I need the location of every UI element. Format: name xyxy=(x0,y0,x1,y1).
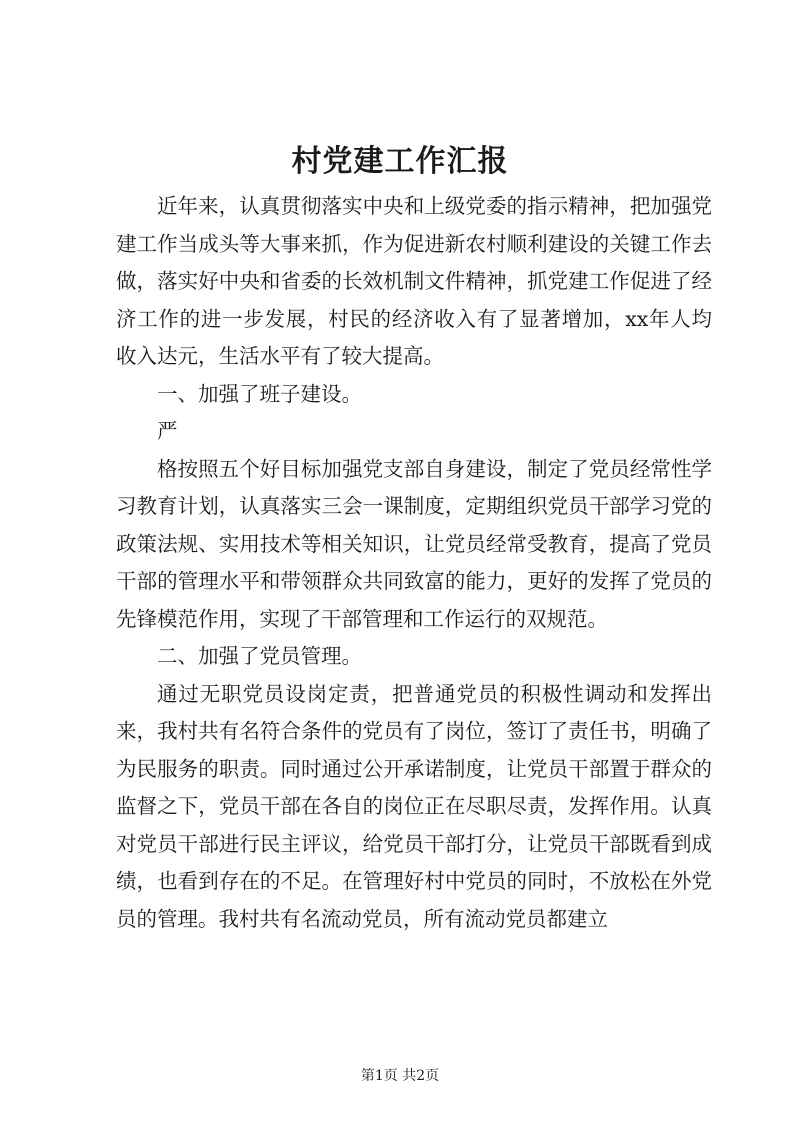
document-title: 村党建工作汇报 xyxy=(291,144,509,179)
paragraph-fragment: 严 xyxy=(157,419,178,443)
page-number-footer: 第1页 共2页 xyxy=(360,1068,440,1084)
paragraph-team-building: 格按照五个好目标加强党支部自身建设，制定了党员经常性学习教育计划，认真落实三会一课制度，定期组织党员干部学习党的政策法规、实用技术等相关知识，让党员经常受教育，提高了党员干部的管理水平和带领群众共同致富的能力，更好的发挥了党员的先锋模范作用，实现了干部管理和工作运行的双规范。 xyxy=(116,456,712,631)
section-heading-2: 二、加强了党员管理。 xyxy=(157,644,362,668)
paragraph-intro: 近年来，认真贯彻落实中央和上级党委的指示精神，把加强党建工作当成头等大事来抓，作为促进新农村顺利建设的关键工作去做，落实好中央和省委的长效机制文件精神，抓党建工作促进了经济工作的进一步发展，村民的经济收入有了显著增加，xx年人均收入达元，生活水平有了较大提高。 xyxy=(116,194,712,368)
paragraph-member-management: 通过无职党员设岗定责，把普通党员的积极性调动和发挥出来，我村共有名符合条件的党员有了岗位，签订了责任书，明确了为民服务的职责。同时通过公开承诺制度，让党员干部置于群众的监督之下，党员干部在各自的岗位正在尽职尽责，发挥作用。认真对党员干部进行民主评议，给党员干部打分，让党员干部既看到成绩，也看到存在的不足。在管理好村中党员的同时，不放松在外党员的管理。我村共有名流动党员，所有流动党员都建立 xyxy=(116,681,712,931)
document-body xyxy=(116,188,712,938)
section-heading-1: 一、加强了班子建设。 xyxy=(157,381,362,406)
